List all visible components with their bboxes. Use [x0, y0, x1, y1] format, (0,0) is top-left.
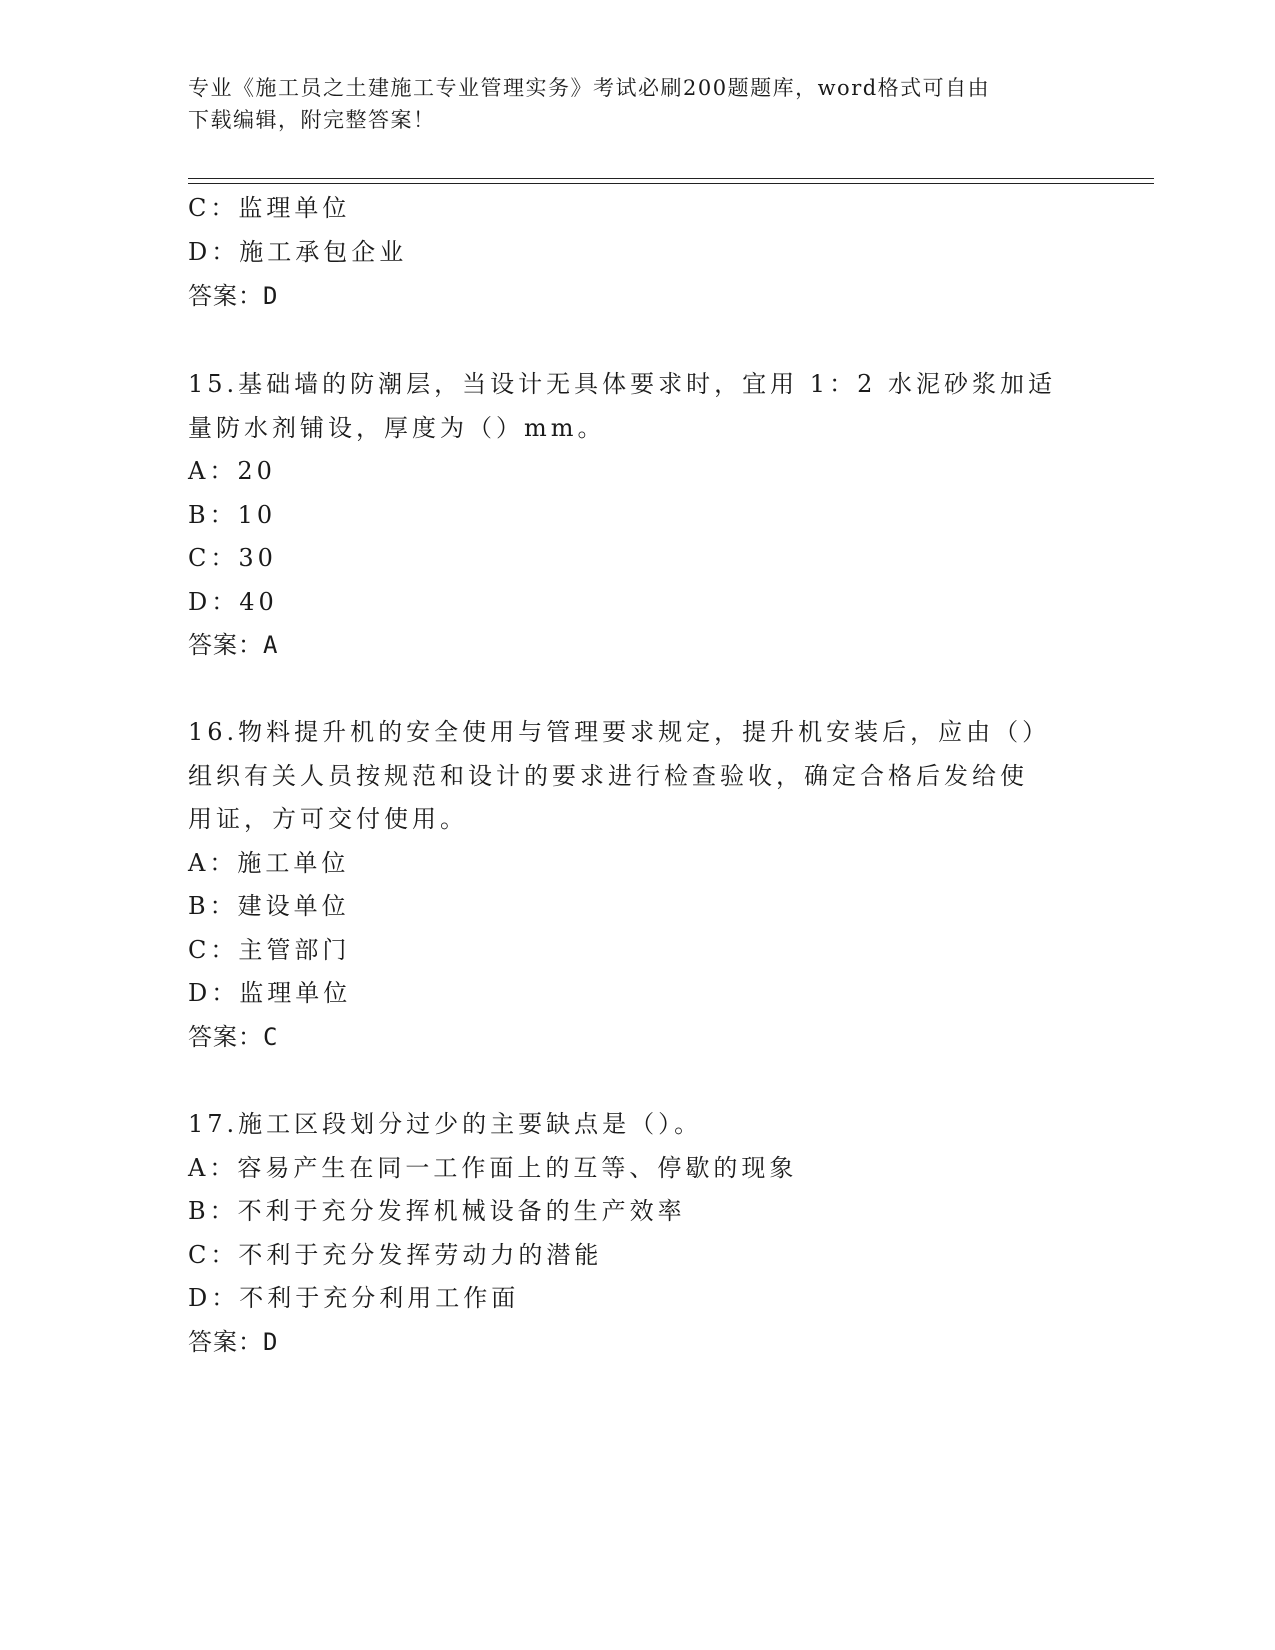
q16-option-b: B：建设单位	[188, 892, 350, 920]
q17-option-b: B：不利于充分发挥机械设备的生产效率	[188, 1197, 686, 1225]
header-title-line-2: 下载编辑，附完整答案！	[188, 108, 436, 132]
q15-answer: 答案：A	[188, 631, 279, 659]
prev-option-d: D：施工承包企业	[188, 238, 408, 266]
q17-text-line-1: 17.施工区段划分过少的主要缺点是（）。	[188, 1110, 703, 1138]
q16-option-a: A：施工单位	[188, 849, 350, 877]
prev-answer: 答案：D	[188, 282, 279, 310]
document-header	[188, 72, 1088, 136]
q16-text-line-2: 组织有关人员按规范和设计的要求进行检查验收，确定合格后发给使	[188, 762, 1028, 790]
q15-text-line-1: 15.基础墙的防潮层，当设计无具体要求时，宜用 1：2 水泥砂浆加适	[188, 370, 1056, 398]
q16-option-d: D：监理单位	[188, 979, 352, 1007]
q15-option-c: C：30	[188, 544, 277, 572]
q16-answer: 答案：C	[188, 1023, 279, 1051]
q15-option-b: B：10	[188, 501, 277, 529]
q16-text-line-1: 16.物料提升机的安全使用与管理要求规定，提升机安装后，应由（）	[188, 718, 1051, 746]
header-divider-bottom	[188, 183, 1154, 184]
q17-answer: 答案：D	[188, 1328, 279, 1356]
header-divider-top	[188, 178, 1154, 179]
prev-option-c: C：监理单位	[188, 194, 351, 222]
q15-option-d: D：40	[188, 588, 278, 616]
q17-option-a: A：容易产生在同一工作面上的互等、停歇的现象	[188, 1154, 798, 1182]
q15-option-a: A：20	[188, 457, 276, 485]
q15-text-line-2: 量防水剂铺设，厚度为（）mm。	[188, 414, 606, 442]
q17-option-c: C：不利于充分发挥劳动力的潜能	[188, 1241, 603, 1269]
q16-option-c: C：主管部门	[188, 936, 351, 964]
q16-text-line-3: 用证，方可交付使用。	[188, 805, 468, 833]
q17-option-d: D：不利于充分利用工作面	[188, 1284, 520, 1312]
header-title-line-1: 专业《施工员之土建施工专业管理实务》考试必刷200题题库，word格式可自由	[188, 76, 991, 100]
